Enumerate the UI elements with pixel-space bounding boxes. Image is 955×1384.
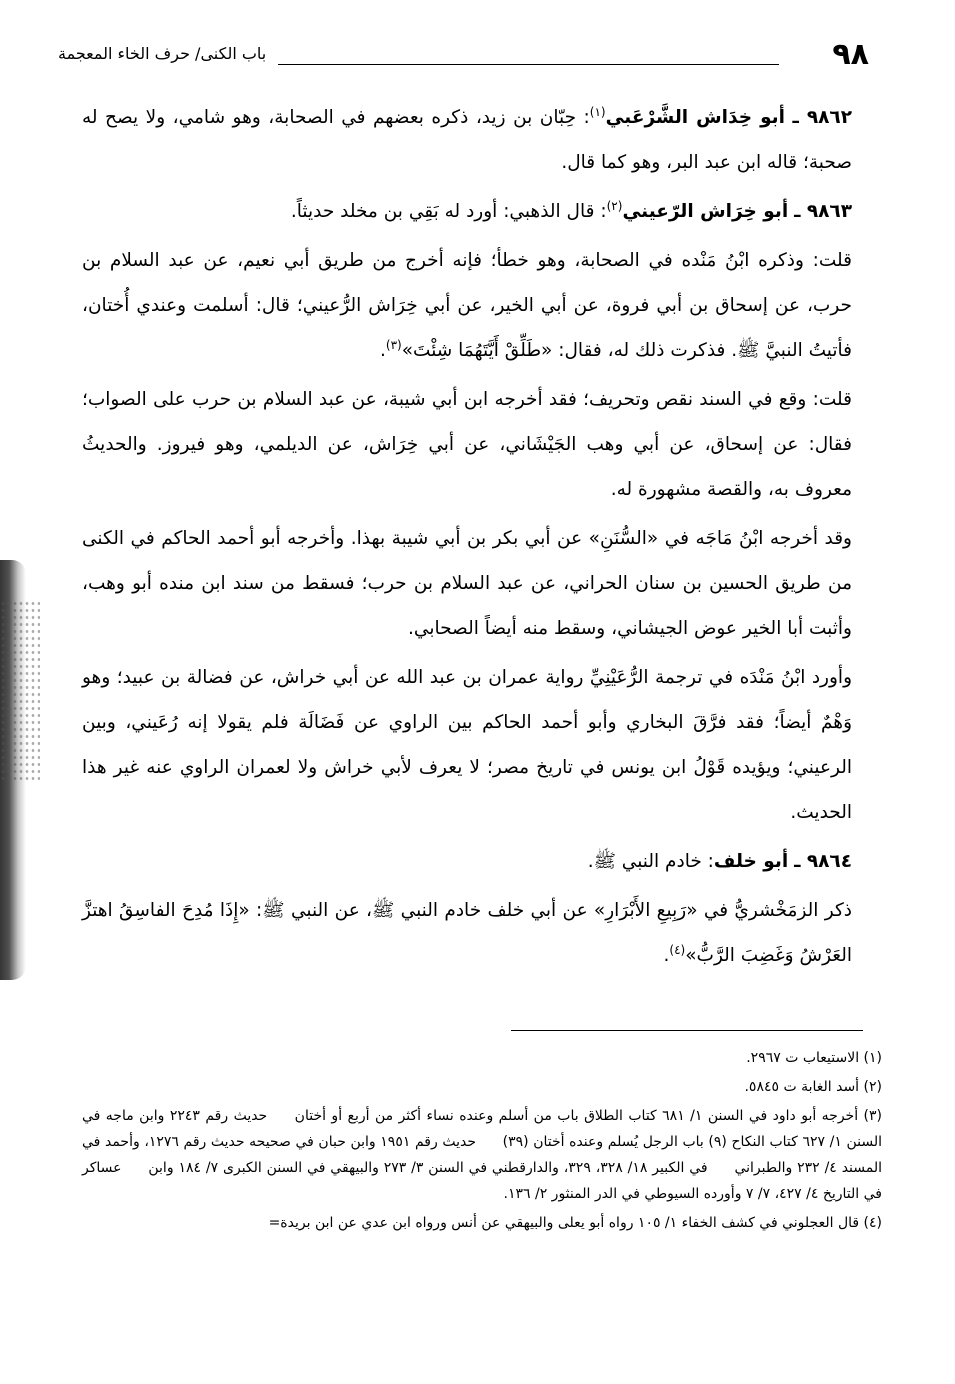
paragraph-text: ذكر الزمَخْشريُّ في «رَبِيعِ الأَبْرَارِ» عن أبي خلف خادم النبي ﷺ، عن النبي ﷺ: «إِذَا مُدِحَ الفاسِقُ اهتزَّ العَرْشُ وَغَضِبَ الرَّبُّ» bbox=[82, 900, 852, 966]
paragraph: وقد أخرجه ابْنُ مَاجَه في «السُّنَنِ» عن أبي بكر بن أبي شيبة بهذا. وأخرجه أبو أحمد الحاكم في الكنى من طريق الحسين بن سنان الحراني، عن عبد السلام بن حرب؛ فسقط من سند ابن منده أبو وهب، وأثبت أبا الخير عوض الجيشاني، وسقط منه أيضاً الصحابي. bbox=[82, 528, 852, 639]
entry-9863 bbox=[82, 189, 880, 234]
paragraph: قلت: وذكره ابْنُ مَنْده في الصحابة، وهو خطأ؛ فإنه أخرج من طريق أبي نعيم، عن عبد السلام بن حرب، عن إسحاق بن أبي فروة، عن أبي الخير، عن أبي خِرَاش الرُّعيني؛ قال: أسلمت وعندي أُختان، فأتيتُ النبيَّ ﷺ. فذكرت ذلك له، فقال: «طَلِّقْ أَيَّتَهُمَا شِئْتَ»$^{(٣)}$. bbox=[82, 250, 852, 361]
footnote-3-line: عساكر في التاريخ ٤/ ٤٢٧، ٧/ ٧ وأورده السيوطي في الدر المنثور ٢/ ١٣٦. bbox=[82, 1160, 882, 1202]
entry-number: ٩٨٦٢ ـ bbox=[792, 107, 852, 128]
footnote-ref[interactable]: (١) bbox=[589, 104, 606, 119]
main-text bbox=[82, 95, 880, 982]
entry-text: : خادم النبي ﷺ. bbox=[587, 851, 714, 872]
footnote-2: (٢) أسد الغابة ت ٥٨٤٥. bbox=[744, 1079, 882, 1095]
footnote-3 bbox=[82, 1103, 882, 1207]
scan-noise bbox=[0, 600, 40, 780]
footnote-ref[interactable]: (٣) bbox=[385, 337, 402, 352]
entry-number: ٩٨٦٤ ـ bbox=[794, 851, 852, 872]
footnote-ref[interactable]: (٢) bbox=[606, 198, 623, 213]
entry-name: أبو خِرَاش الرّعيني bbox=[622, 201, 789, 222]
entry-text: : قال الذهبي: أورد له بَقِي بن مخلد حديثاً. bbox=[290, 201, 607, 222]
footnote-3-line: (٣) أخرجه أبو داود في السنن ١/ ٦٨١ كتاب الطلاق باب من أسلم وعنده نساء أكثر من أربع أو أختان bbox=[294, 1108, 883, 1124]
footnote-3-line: حديث رقم ١٩٥١ وابن حبان في صحيحه حديث رقم ١٢٧٦، وأحمد في المسند ٤/ ٢٣٢ والطبراني bbox=[82, 1134, 883, 1176]
entry-name: أبو خلف bbox=[713, 851, 789, 872]
paragraph-text: قلت: وذكره ابْنُ مَنْده في الصحابة، وهو خطأ؛ فإنه أخرج من طريق أبي نعيم، عن عبد السلام بن حرب، عن إسحاق بن أبي فروة، عن أبي الخير، عن أبي خِرَاش الرُّعيني؛ قال: أسلمت وعندي أُختان، فأتيتُ النبيَّ ﷺ. فذكرت ذلك له، فقال: «طَلِّقْ أَيَّتَهُمَا شِئْتَ» bbox=[82, 250, 852, 361]
footnote-4: (٤) قال العجلوني في كشف الخفاء ١/ ١٠٥ رواه أبو يعلى والبيهقي عن أنس ورواه ابن عدي عن ابن بريدة= bbox=[268, 1215, 882, 1231]
footnote-rule bbox=[511, 1030, 863, 1031]
running-header bbox=[58, 38, 869, 72]
footnote-3-line: حديث رقم ٢٢٤٣ وابن ماجه في السنن ١/ ٦٢٧ كتاب النكاح (٩) باب الرجل يُسلم وعنده أختان (٣٩) bbox=[82, 1108, 882, 1150]
footnotes bbox=[82, 1045, 882, 1239]
entry-9864 bbox=[82, 839, 880, 884]
entry-9862 bbox=[82, 95, 880, 185]
paragraph: قلت: وقع في السند نقص وتحريف؛ فقد أخرجه ابن أبي شيبة، عن عبد السلام بن حرب على الصواب؛ فقال: عن إسحاق، عن أبي وهب الجَيْشَاني، عن أبي خِرَاش، عن الديلمي، وهو فيروز. والحديثُ معروف به، والقصة مشهورة له. bbox=[82, 389, 852, 500]
footnote-ref[interactable]: (٤) bbox=[669, 942, 686, 957]
entry-text: : حِبّان بن زيد، ذكره بعضهم في الصحابة، وهو شامي، ولا يصح له صحبة؛ قاله ابن عبد البر، وهو كما قال. bbox=[82, 107, 852, 173]
page-number: ٩٨ bbox=[832, 37, 869, 72]
entry-name: أبو خِدَاش الشَّرْعَبي bbox=[605, 107, 785, 128]
footnote-3-line: في الكبير ١٨/ ٣٢٨، ٣٢٩، والدارقطني في السنن ٣/ ٢٧٣ والبيهقي في السنن الكبرى ٧/ ١٨٤ وابن bbox=[148, 1160, 708, 1176]
paragraph: ذكر الزمَخْشريُّ في «رَبِيعِ الأَبْرَارِ» عن أبي خلف خادم النبي ﷺ، عن النبي ﷺ: «إِذَا مُدِحَ الفاسِقُ اهتزَّ العَرْشُ وَغَضِبَ الرَّبُّ»$^{(٤)}$. bbox=[82, 900, 852, 966]
header-rule bbox=[278, 64, 779, 65]
entry-number: ٩٨٦٣ ـ bbox=[794, 201, 852, 222]
footnote-1: (١) الاستيعاب ت ٢٩٦٧. bbox=[746, 1050, 882, 1066]
chapter-title: باب الكنى/ حرف الخاء المعجمة bbox=[58, 44, 267, 63]
paragraph: وأورد ابْنُ مَنْدَه في ترجمة الرُّعَيْنِيِّ رواية عمران بن عبد الله عن أبي خراش، عن فضالة بن عبيد؛ وهو وَهْمٌ أيضاً؛ فقد فرَّقَ البخاري وأبو أحمد الحاكم بين الراوي عن فَضَالَة فلم يقولا إنه رُعَيني، وبين الرعيني؛ ويؤيده قَوْلُ ابن يونس في تاريخ مصر؛ لا يعرف لأبي خراش ولا لعمران الراوي عنه غير هذا الحديث. bbox=[82, 667, 852, 823]
